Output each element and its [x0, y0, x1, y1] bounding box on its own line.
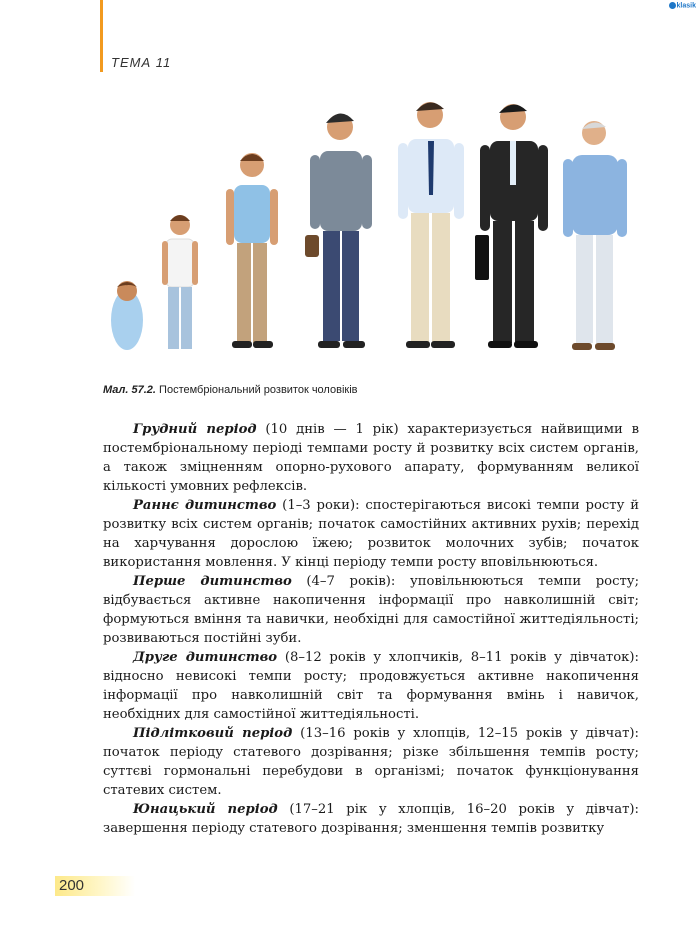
figure-child: [162, 215, 198, 349]
paragraph: [103, 800, 639, 838]
illustration-men-development: [100, 95, 640, 365]
figure-caption: [103, 384, 357, 396]
paragraph: [103, 420, 639, 496]
term: Перше дитинство: [133, 574, 292, 589]
term: Друге дитинство: [133, 650, 278, 665]
publisher-logo: [669, 2, 696, 9]
paragraph: [103, 496, 639, 572]
term: Грудний період: [133, 422, 257, 437]
page-number-box: [55, 876, 135, 896]
definition: (10 днів — 1 рік) характеризується найвищими в постембріональному періоді темпами росту й розвитку всіх систем органів, а також зміцненням опорно-рухового апарату, формуванням великої кількості умовних рефлексів.: [103, 422, 639, 494]
definition: (1–3 роки): спостерігаються високі темпи росту й розвитку всіх систем органів; початок самостійних активних рухів; перехід на харчування дорослою їжею; розвиток молочних зубів; початок використання мовлення. У кінці періоду темпи росту вповільнюються.: [103, 498, 639, 570]
page-number: 200: [59, 877, 85, 894]
figure-adult: [398, 102, 464, 348]
logo-icon: [669, 2, 676, 9]
term: Підлітковий період: [133, 726, 293, 741]
body-text: [103, 420, 639, 838]
orange-accent-bar: [100, 0, 103, 72]
topic-header: ТЕМА 11: [111, 55, 172, 70]
term: Раннє дитинство: [133, 498, 277, 513]
term: Юнацький період: [133, 802, 278, 817]
figure-young-man: [305, 113, 372, 348]
figure-infant: [111, 281, 143, 350]
paragraph: [103, 724, 639, 800]
logo-text: klasik: [676, 2, 696, 10]
paragraph: [103, 572, 639, 648]
definition: (8–12 років у хлопчиків, 8–11 років у дівчаток): відносно невисокі темпи росту; продовжується активне накопичення інформації про навколишній світ та формування вмінь і навичок, необхідних для самостійної життедіяльності.: [103, 650, 640, 722]
paragraph: [103, 648, 639, 724]
definition: (13–16 років у хлопців, 12–15 років у дівчат): початок періоду статевого дозрівання; різке збільшення темпів росту; суттєві гормональні перебудови в організмі; початок функціонування статевих систем.: [103, 726, 640, 798]
figure-middle-aged: [475, 104, 548, 348]
figure-teen: [226, 153, 278, 348]
caption-label: Мал. 57.2.: [103, 384, 156, 396]
figure-elderly: [563, 121, 627, 350]
definition: (4–7 років): уповільнюються темпи росту; відбувається активне накопичення інформації про навколишній світ; формуються вміння та навички, необхідні для самостійної життедіяльності; розвиваються постійні зуби.: [103, 574, 640, 646]
definition: (17–21 рік у хлопців, 16–20 років у дівчат): завершення періоду статевого дозрівання; зменшення темпів розвитку: [103, 802, 639, 836]
caption-text: Постембріональний розвиток чоловіків: [159, 384, 358, 396]
